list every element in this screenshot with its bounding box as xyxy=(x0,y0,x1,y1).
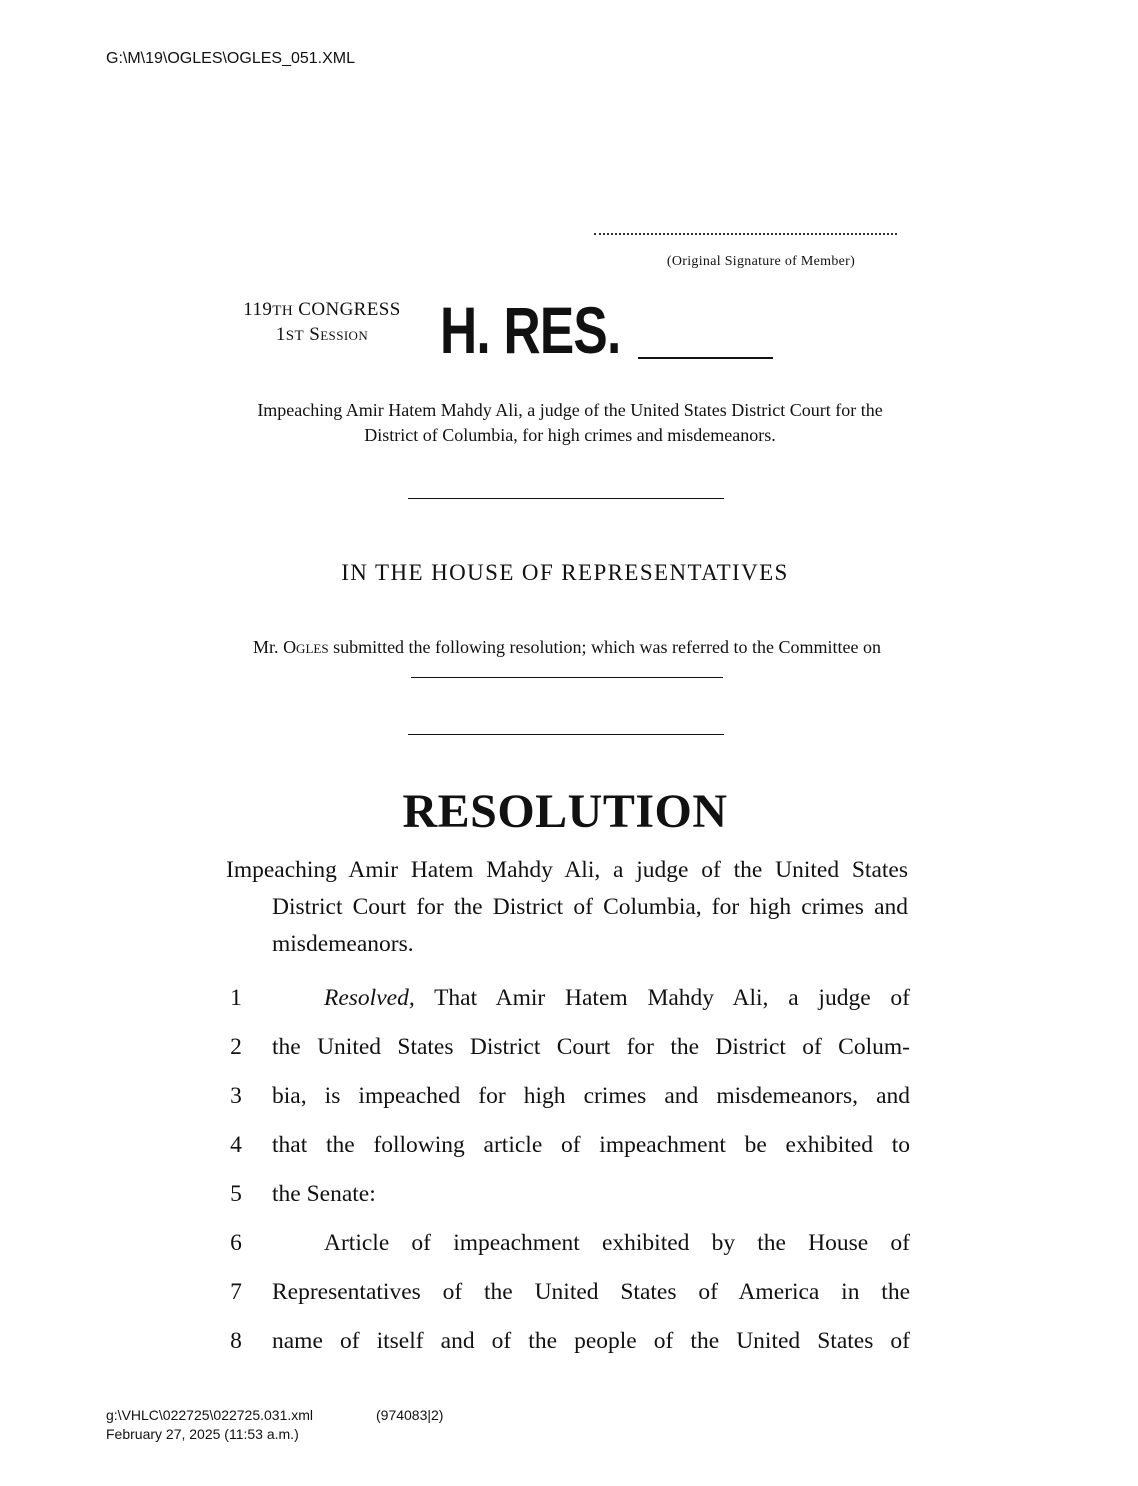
footer-date: February 27, 2025 (11:53 a.m.) xyxy=(106,1426,299,1442)
line-number: 7 xyxy=(230,1279,242,1305)
line-number: 8 xyxy=(230,1328,242,1354)
short-title: Impeaching Amir Hatem Mahdy Ali, a judge of the United States District Court for the District of Columbia, for high crimes and misdemeanors. xyxy=(257,400,883,445)
line-number: 3 xyxy=(230,1083,242,1109)
line-number: 1 xyxy=(230,985,242,1011)
line-number: 4 xyxy=(230,1132,242,1158)
session-line xyxy=(222,323,422,348)
signature-caption: (Original Signature of Member) xyxy=(666,254,856,269)
footer-document-id: (974083|2) xyxy=(376,1407,444,1423)
line-number: 6 xyxy=(230,1230,242,1256)
chamber-heading: IN THE HOUSE OF REPRESENTATIVES xyxy=(341,560,789,585)
session-number: 1 xyxy=(275,324,286,345)
line-text: Article of impeachment exhibited by the House of xyxy=(324,1230,910,1256)
congress-session-block xyxy=(222,298,422,348)
divider-rule-bottom xyxy=(408,734,724,735)
bill-number-blank xyxy=(638,357,773,359)
line-number: 2 xyxy=(230,1034,242,1060)
line-text: the Senate: xyxy=(272,1181,376,1207)
body-line xyxy=(220,1083,910,1113)
divider-rule-top xyxy=(408,498,724,499)
congress-label: CONGRESS xyxy=(298,299,401,320)
bill-type: H. RES. xyxy=(440,293,621,367)
line-text: the United States District Court for the District of Colum- xyxy=(272,1034,910,1060)
body-line xyxy=(220,1132,910,1162)
footer-file-path: g:\VHLC\022725\022725.031.xml xyxy=(106,1407,314,1423)
line-number: 5 xyxy=(230,1181,242,1207)
long-title: Impeaching Amir Hatem Mahdy Ali, a judge of the United States District Court for the District of Columbia, for high crimes and misdemeanors. xyxy=(226,857,908,957)
congress-number-suffix: TH xyxy=(272,303,294,319)
sponsor-action: submitted the following resolution; which was referred to the Committee on xyxy=(333,637,881,657)
body-line xyxy=(220,985,910,1015)
body-line xyxy=(220,1181,910,1211)
line-text: that the following article of impeachment be exhibited to xyxy=(272,1132,910,1158)
sponsor-name: Ogles xyxy=(283,637,329,657)
congress-number: 119 xyxy=(243,299,273,320)
line-text: Representatives of the United States of America in the xyxy=(272,1279,910,1305)
signature-line xyxy=(594,233,897,235)
session-label: Session xyxy=(309,324,369,345)
committee-blank xyxy=(411,663,723,678)
sponsor-prefix: Mr. xyxy=(253,637,279,657)
body-line xyxy=(220,1230,910,1260)
file-path: G:\M\19\OGLES\OGLES_051.XML xyxy=(106,50,355,67)
line-text: bia, is impeached for high crimes and misdemeanors, and xyxy=(272,1083,910,1109)
session-suffix: ST xyxy=(285,328,305,344)
line-text-content: That Amir Hatem Mahdy Ali, a judge of xyxy=(434,985,910,1011)
line-text: name of itself and of the people of the United States of xyxy=(272,1328,910,1354)
body-line xyxy=(220,1328,910,1358)
body-line xyxy=(220,1279,910,1309)
line-text xyxy=(272,985,910,1012)
body-line xyxy=(220,1034,910,1064)
document-type-heading: RESOLUTION xyxy=(402,785,728,838)
congress-line xyxy=(222,298,422,323)
sponsor-statement xyxy=(232,635,902,685)
resolved-clause: Resolved, xyxy=(324,985,415,1011)
